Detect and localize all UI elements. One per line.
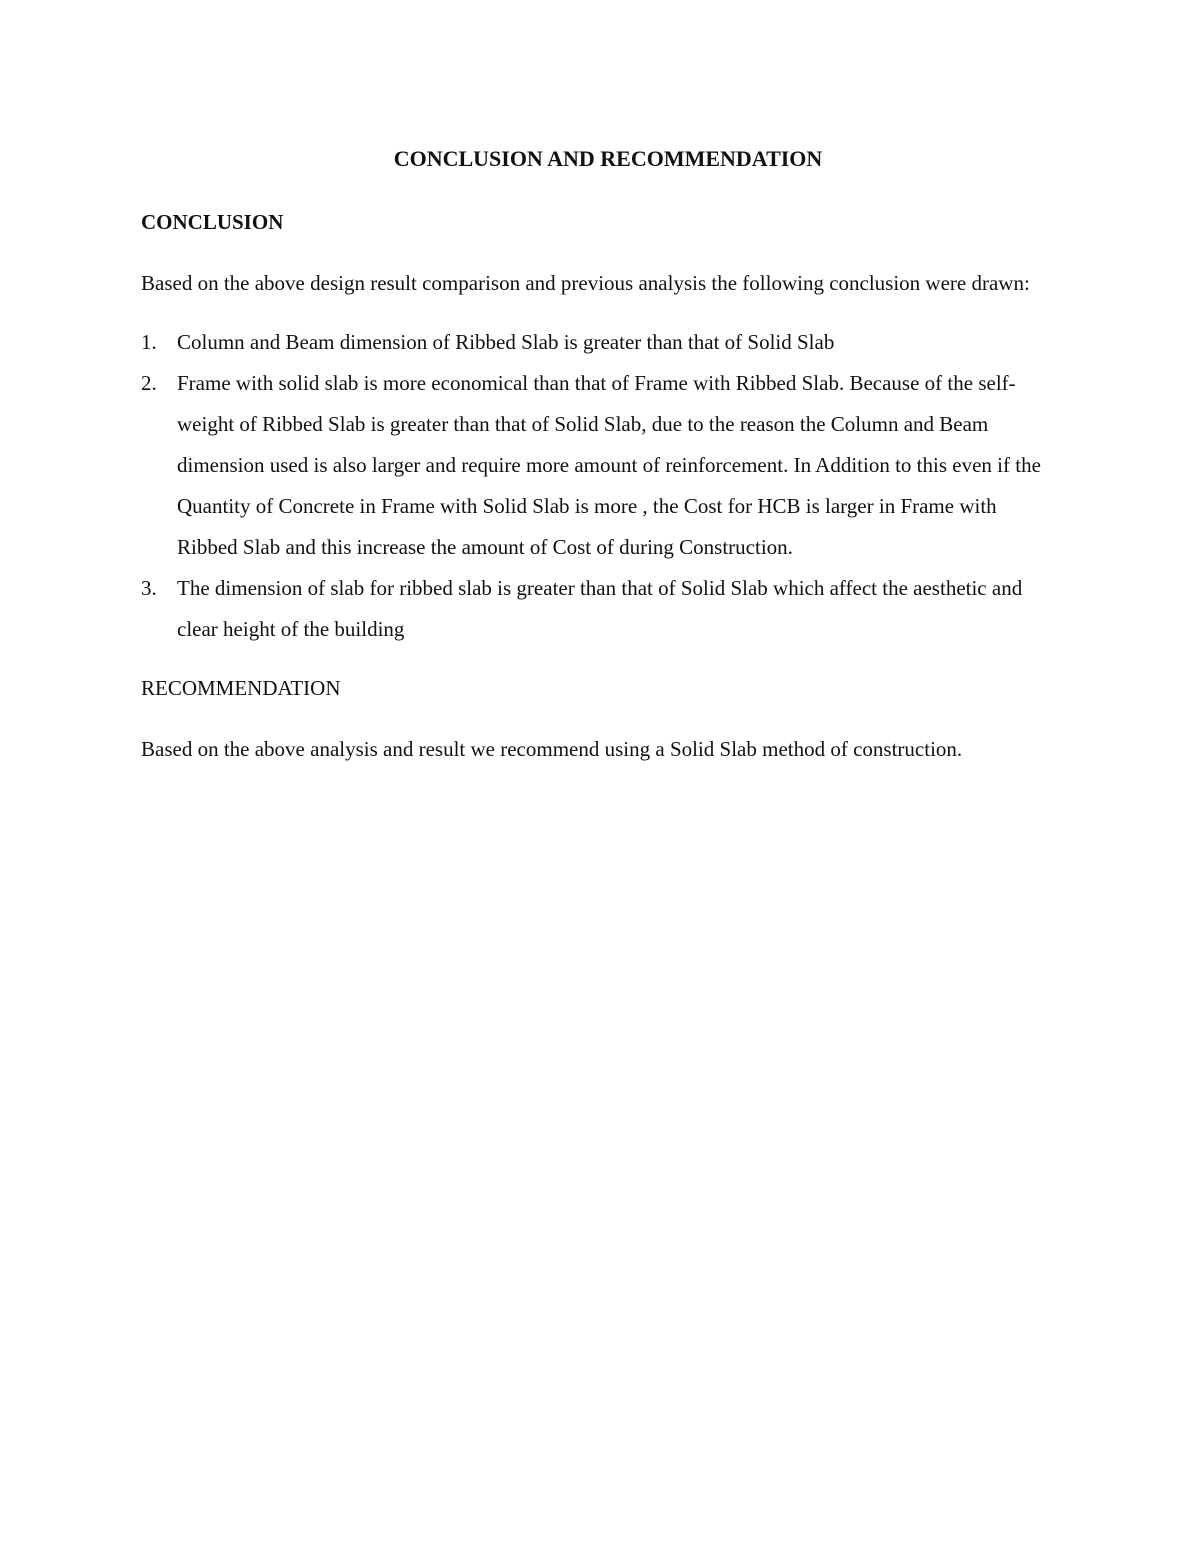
list-item [141,322,1061,363]
conclusion-heading: CONCLUSION [141,210,284,234]
list-item-text: Column and Beam dimension of Ribbed Slab is greater than that of Solid Slab [177,330,835,354]
conclusion-intro: Based on the above design result comparison and previous analysis the following conclusion were drawn: [141,271,1030,295]
list-item-number: 2. [141,371,157,395]
list-item-text: Frame with solid slab is more economical than that of Frame with Ribbed Slab. Because of the self-weight of Ribbed Slab is greater than that of Solid Slab, due to the reason the Column and Beam dimension used is also larger and require more amount of reinforcement. In Addition to this even if the Quantity of Concrete in Frame with Solid Slab is more , the Cost for HCB is larger in Frame with Ribbed Slab and this increase the amount of Cost of during Construction. [177,371,1041,559]
list-item-number: 3. [141,576,157,600]
list-item-text: The dimension of slab for ribbed slab is greater than that of Solid Slab which affect the aesthetic and clear height of the building [177,576,1023,641]
recommendation-heading: RECOMMENDATION [141,676,341,700]
conclusion-list [141,322,1061,650]
list-item [141,363,1061,568]
document-body [141,140,1061,770]
recommendation-text: Based on the above analysis and result we recommend using a Solid Slab method of construction. [141,737,963,761]
document-title: CONCLUSION AND RECOMMENDATION [393,146,823,171]
list-item [141,568,1061,650]
list-item-number: 1. [141,330,157,354]
